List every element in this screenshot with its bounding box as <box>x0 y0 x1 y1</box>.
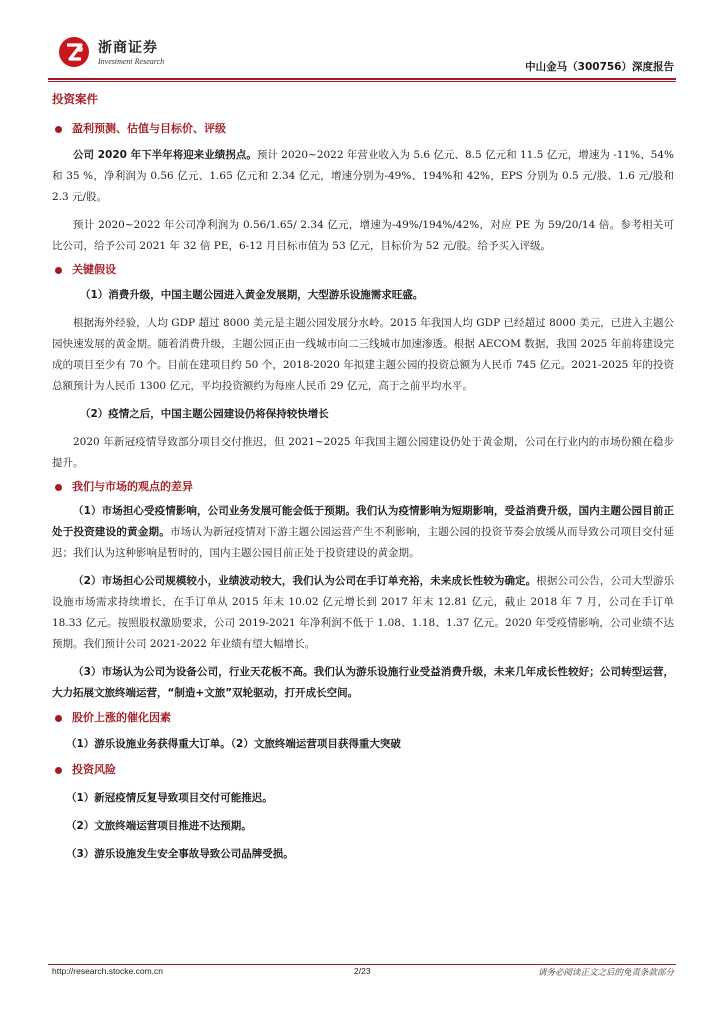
risk-item: （2）文旅终端运营项目推进不达预期。 <box>66 820 252 832</box>
header-divider <box>48 78 676 80</box>
catalyst-items: （1）游乐设施业务获得重大订单。（2）文旅终端运营项目获得重大突破 <box>66 738 401 750</box>
bullet-dot-icon <box>55 715 62 722</box>
paragraph-lead: （2）市场担心公司规模较小，业绩波动较大，我们认为公司在手订单充裕，未来成长性较为确定。 <box>73 575 537 587</box>
risk-item: （3）游乐设施发生安全事故导致公司品牌受损。 <box>66 848 294 860</box>
page-number: 2/23 <box>354 966 371 976</box>
section-heading-text: 盈利预测、估值与目标价、评级 <box>72 122 226 135</box>
paragraph-lead: 公司 2020 年下半年将迎来业绩拐点。 <box>73 149 257 161</box>
section-heading-assumptions <box>52 262 674 278</box>
assumption-heading-1: （1）消费升级，中国主题公园进入黄金发展期，大型游乐设施需求旺盛。 <box>80 289 424 301</box>
paragraph-body: 市场认为新冠疫情对下游主题公园运营产生不利影响，主题公园的投资节奏会放缓从而导致公司项目交付延迟；我们认为这种影响是暂时的，国内主题公园目前正处于投资建设的黄金期。 <box>52 526 675 559</box>
section-heading-risks <box>52 762 674 778</box>
disclaimer-note: 请务必阅读正文之后的免责条款部分 <box>537 968 674 978</box>
investment-case-title: 投资案件 <box>52 92 98 106</box>
paragraph-lead: （3）市场认为公司为设备公司，行业天花板不高。我们认为游乐设施行业受益消费升级，未来几年成长性较好；公司转型运营，大力拓展文旅终端运营，“制造+文旅”双轮驱动，打开成长空间。 <box>52 666 674 699</box>
logo-chinese-name: 浙商证券 <box>98 40 158 56</box>
paragraph-assumption-2: 2020 年新冠疫情导致部分项目交付推迟，但 2021~2025 年我国主题公园建设仍处于黄金期，公司在行业内的市场份额在稳步提升。 <box>52 436 674 469</box>
paragraph-body: 根据公司公告，公司大型游乐设施市场需求持续增长，在手订单从 2015 年末 10.02 亿元增长到 2017 年末 12.81 亿元，截止 2018 年 7 月，公司在手订单 18.33 亿元。按照股权激励要求，公司 2019-2021 年净利润不低于 1.08、1.18、1.37 亿元。2020 年受疫情影响，公司业绩不达预期。我们预计公司 2021-2022 年业绩有望大幅增长。 <box>52 575 674 650</box>
report-body <box>52 88 674 862</box>
company-logo <box>58 34 218 74</box>
section-heading-catalysts <box>52 710 674 726</box>
section-heading-text: 关键假设 <box>72 263 116 276</box>
bullet-dot-icon <box>55 767 62 774</box>
bullet-dot-icon <box>55 126 62 133</box>
paragraph-lead: （1）市场担心受疫情影响，公司业务发展可能会低于预期。我们认为疫情影响为短期影响，受益消费升级，国内主题公园目前正处于投资建设的黄金期。 <box>52 505 674 538</box>
footer-url-link[interactable]: http://research.stocke.com.cn <box>52 966 164 976</box>
paragraph-forecast <box>52 145 674 208</box>
header-divider-thin <box>48 81 676 82</box>
paragraph-body: 预计 2020~2022 年营业收入为 5.6 亿元、8.5 亿元和 11.5 亿元，增速为 -11%、54%和 35 %，净利润为 0.56 亿元、1.65 亿元和 2.34 亿元，增速分别为-49%、194%和 42%，EPS 分别为 0.5 元/股、1.6 元/股和 2.3 元/股。 <box>52 149 674 203</box>
paragraph-assumption-1: 根据海外经验，人均 GDP 超过 8000 美元是主题公园发展分水岭。2015 年我国人均 GDP 已经超过 8000 美元，已进入主题公园快速发展的黄金期。随着消费升级，主题公园正由一线城市向二三线城市加速渗透。根据 AECOM 数据，我国 2025 年前将建设完成的项目至少有 70 个。目前在建项目约 50 个，2018-2020 年拟建主题公园的投资总额为人民币 745 亿元。2021-2025 年的投资总额预计为人民币 1300 亿元，平均投资额约为每座人民币 29 亿元，高于之前平均水平。 <box>52 317 674 392</box>
section-heading-differences <box>52 479 674 495</box>
bullet-dot-icon <box>55 267 62 274</box>
paragraph-difference-1 <box>52 501 674 564</box>
section-heading-text: 投资风险 <box>72 763 116 776</box>
bullet-dot-icon <box>55 484 62 491</box>
report-title: 中山金马（300756）深度报告 <box>525 61 674 73</box>
section-heading-text: 股价上涨的催化因素 <box>72 711 171 724</box>
zheshang-logo-icon <box>58 36 90 68</box>
paragraph-valuation: 预计 2020~2022 年公司净利润为 0.56/1.65/ 2.34 亿元，增速为-49%/194%/42%，对应 PE 为 59/20/14 倍。参考相关可比公司，给予公司 2021 年 32 倍 PE，6-12 月目标市值为 53 亿元，目标价为 52 元/股。给予买入评级。 <box>52 219 674 252</box>
logo-english-name: Investment Research <box>98 57 165 66</box>
assumption-heading-2: （2）疫情之后，中国主题公园建设仍将保持较快增长 <box>80 408 329 420</box>
risk-item: （1）新冠疫情反复导致项目交付可能推迟。 <box>66 792 273 804</box>
paragraph-difference-2 <box>52 571 674 655</box>
page-header <box>48 30 676 78</box>
section-heading-text: 我们与市场的观点的差异 <box>72 480 193 493</box>
paragraph-difference-3 <box>52 662 674 704</box>
section-heading-forecast <box>52 121 674 137</box>
footer-divider <box>48 964 676 965</box>
